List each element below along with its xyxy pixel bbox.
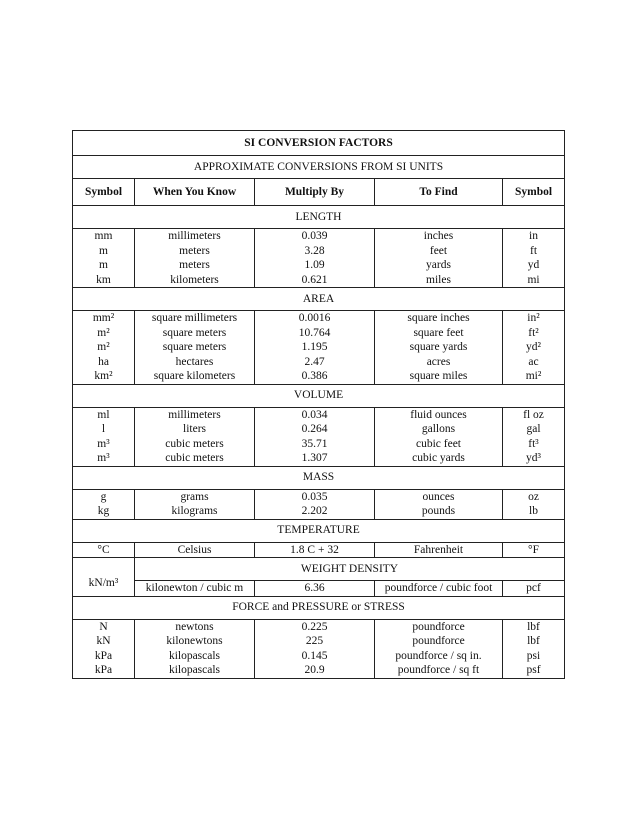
temperature-heading: TEMPERATURE [73, 519, 565, 542]
length-when: kilometers [170, 273, 219, 286]
header-when-you-know: When You Know [135, 179, 255, 206]
mass-symbol: g [100, 490, 107, 503]
length-find: yards [426, 259, 451, 271]
fp-to-symbol: lbf [527, 635, 540, 647]
weight-density-to-find: poundforce / cubic foot [375, 581, 503, 597]
volume-factor: 35.71 [301, 437, 328, 450]
length-when: millimeters [168, 230, 221, 242]
mass-find: pounds [421, 505, 456, 517]
area-factor: 1.195 [301, 341, 328, 353]
mass-factor: 2.202 [301, 505, 328, 517]
length-find: inches [423, 230, 454, 242]
force-pressure-to-find [375, 619, 503, 678]
volume-when: liters [183, 423, 206, 435]
length-to-symbol: mi [527, 273, 540, 286]
area-find: square feet [413, 326, 464, 339]
fp-factor: 0.225 [301, 620, 328, 633]
temperature-to-symbol: °F [528, 543, 539, 556]
area-to-symbol: ft² [528, 326, 539, 339]
area-find: square yards [409, 341, 468, 353]
temperature-to-symbol-cell [503, 542, 565, 558]
area-factor: 0.386 [301, 370, 328, 382]
volume-factor: 1.307 [301, 452, 328, 464]
mass-find: ounces [422, 490, 455, 503]
header-multiply-by: Multiply By [255, 179, 375, 206]
area-when: square meters [162, 341, 227, 353]
fp-to-symbol: psi [526, 649, 541, 662]
header-symbol: Symbol [73, 179, 135, 206]
volume-heading: VOLUME [73, 384, 565, 407]
volume-symbol: m³ [97, 452, 110, 464]
mass-factor-cell [255, 489, 375, 519]
volume-find-cell [375, 407, 503, 466]
area-find: square inches [407, 312, 470, 324]
length-heading: LENGTH [73, 206, 565, 229]
temperature-symbol-cell [73, 542, 135, 558]
volume-when: cubic meters [165, 452, 224, 464]
fp-to-symbol: psf [526, 664, 541, 676]
volume-to-symbol: fl oz [523, 408, 544, 421]
fp-find: poundforce [412, 635, 465, 647]
fp-find: poundforce / sq in. [395, 649, 482, 662]
area-symbol-cell [73, 311, 135, 385]
fp-symbol: kN [96, 635, 111, 647]
temperature-find-cell [375, 542, 503, 558]
fp-factor: 225 [305, 635, 324, 647]
area-factor: 10.764 [298, 326, 331, 339]
volume-factor-cell [255, 407, 375, 466]
area-to-symbol: yd² [526, 341, 541, 353]
mass-symbol-cell [73, 489, 135, 519]
weight-density-to-symbol: pcf [503, 581, 565, 597]
area-find-cell [375, 311, 503, 385]
volume-symbol: m³ [97, 437, 110, 450]
force-pressure-multiply-by [255, 619, 375, 678]
area-to-symbol: mi² [525, 370, 542, 382]
force-pressure-row [73, 619, 565, 678]
volume-find: cubic yards [412, 452, 465, 464]
weight-density-multiply-by: 6.36 [255, 581, 375, 597]
weight-density-row [73, 581, 565, 597]
length-factor-cell [255, 229, 375, 288]
area-to-symbol-cell [503, 311, 565, 385]
area-factor: 0.0016 [298, 312, 331, 324]
mass-heading: MASS [73, 466, 565, 489]
force-pressure-when-you-know [135, 619, 255, 678]
header-to-find: To Find [375, 179, 503, 206]
fp-symbol: kPa [94, 649, 113, 662]
area-factor: 2.47 [304, 355, 325, 368]
temperature-row [73, 542, 565, 558]
force-pressure-heading: FORCE and PRESSURE or STRESS [73, 596, 565, 619]
mass-row [73, 489, 565, 519]
length-when: meters [179, 259, 210, 271]
mass-to-symbol: lb [529, 505, 538, 517]
volume-find: cubic feet [415, 437, 461, 450]
area-symbol: m² [97, 341, 110, 353]
volume-find: gallons [421, 423, 456, 435]
temperature-when-cell [135, 542, 255, 558]
length-when-cell [135, 229, 255, 288]
area-heading: AREA [73, 288, 565, 311]
mass-when: grams [180, 490, 209, 503]
length-to-symbol: ft [529, 244, 538, 257]
length-find-cell [375, 229, 503, 288]
area-when: square millimeters [151, 312, 238, 324]
area-symbol: mm² [92, 312, 115, 324]
fp-factor: 20.9 [304, 664, 325, 676]
area-symbol: ha [98, 355, 109, 368]
force-pressure-to-symbols [503, 619, 565, 678]
length-factor: 0.039 [301, 230, 328, 242]
fp-symbol: kPa [94, 664, 113, 676]
volume-when: millimeters [168, 408, 221, 421]
area-when-cell [135, 311, 255, 385]
mass-symbol: kg [97, 505, 110, 517]
length-to-symbol: in [529, 230, 538, 242]
length-symbol: mm [94, 230, 113, 242]
length-factor: 1.09 [304, 259, 325, 271]
table-subtitle: APPROXIMATE CONVERSIONS FROM SI UNITS [73, 156, 565, 179]
length-symbol-cell [73, 229, 135, 288]
mass-when-cell [135, 489, 255, 519]
fp-when: kilopascals [168, 664, 221, 676]
length-factor: 3.28 [304, 244, 325, 257]
fp-when: newtons [175, 620, 214, 633]
fp-find: poundforce / sq ft [397, 664, 480, 676]
length-factor: 0.621 [301, 273, 328, 286]
fp-factor: 0.145 [301, 649, 328, 662]
length-row [73, 229, 565, 288]
volume-to-symbol-cell [503, 407, 565, 466]
length-symbol: m [99, 244, 108, 257]
volume-to-symbol: yd³ [526, 452, 541, 464]
weight-density-heading: WEIGHT DENSITY [135, 558, 565, 581]
length-symbol: m [99, 259, 108, 271]
fp-find: poundforce [412, 620, 465, 633]
fp-symbol: N [99, 620, 108, 633]
volume-to-symbol: gal [526, 423, 541, 435]
volume-find: fluid ounces [410, 408, 467, 421]
area-symbol: km² [94, 370, 113, 382]
length-to-symbol-cell [503, 229, 565, 288]
area-find: square miles [409, 370, 468, 382]
area-find: acres [426, 355, 451, 368]
length-symbol: km [96, 273, 111, 286]
fp-when: kilopascals [168, 649, 221, 662]
temperature-symbol: °C [97, 543, 110, 556]
volume-factor: 0.264 [301, 423, 328, 435]
length-when: meters [179, 244, 210, 257]
header-row [73, 179, 565, 206]
area-to-symbol: ac [528, 355, 539, 368]
header-to-symbol: Symbol [503, 179, 565, 206]
volume-to-symbol: ft³ [528, 437, 539, 450]
volume-symbol-cell [73, 407, 135, 466]
mass-find-cell [375, 489, 503, 519]
mass-to-symbol-cell [503, 489, 565, 519]
volume-factor: 0.034 [301, 408, 328, 421]
volume-symbol: l [101, 423, 106, 435]
area-to-symbol: in² [527, 312, 540, 324]
volume-symbol: ml [97, 408, 110, 421]
area-when: square meters [162, 326, 227, 339]
fp-when: kilonewtons [166, 635, 223, 647]
volume-when-cell [135, 407, 255, 466]
weight-density-when-you-know: kilonewton / cubic m [135, 581, 255, 597]
mass-when: kilograms [171, 505, 218, 517]
area-row [73, 311, 565, 385]
temperature-factor-cell [255, 542, 375, 558]
fp-to-symbol: lbf [527, 620, 540, 633]
length-find: miles [426, 273, 451, 286]
weight-density-symbol: kN/m³ [73, 558, 135, 597]
mass-to-symbol: oz [528, 490, 539, 503]
temperature-when: Celsius [177, 543, 212, 556]
length-find: feet [429, 244, 448, 257]
temperature-find: Fahrenheit [413, 543, 464, 556]
volume-when: cubic meters [165, 437, 224, 450]
table-title: SI CONVERSION FACTORS [73, 131, 565, 156]
conversion-table [72, 130, 565, 679]
area-when: hectares [175, 355, 214, 368]
area-factor-cell [255, 311, 375, 385]
volume-row [73, 407, 565, 466]
force-pressure-symbols [73, 619, 135, 678]
length-to-symbol: yd [527, 259, 540, 271]
area-symbol: m² [97, 326, 110, 339]
temperature-factor: 1.8 C + 32 [290, 543, 339, 556]
area-when: square kilometers [153, 370, 236, 382]
mass-factor: 0.035 [301, 490, 328, 503]
